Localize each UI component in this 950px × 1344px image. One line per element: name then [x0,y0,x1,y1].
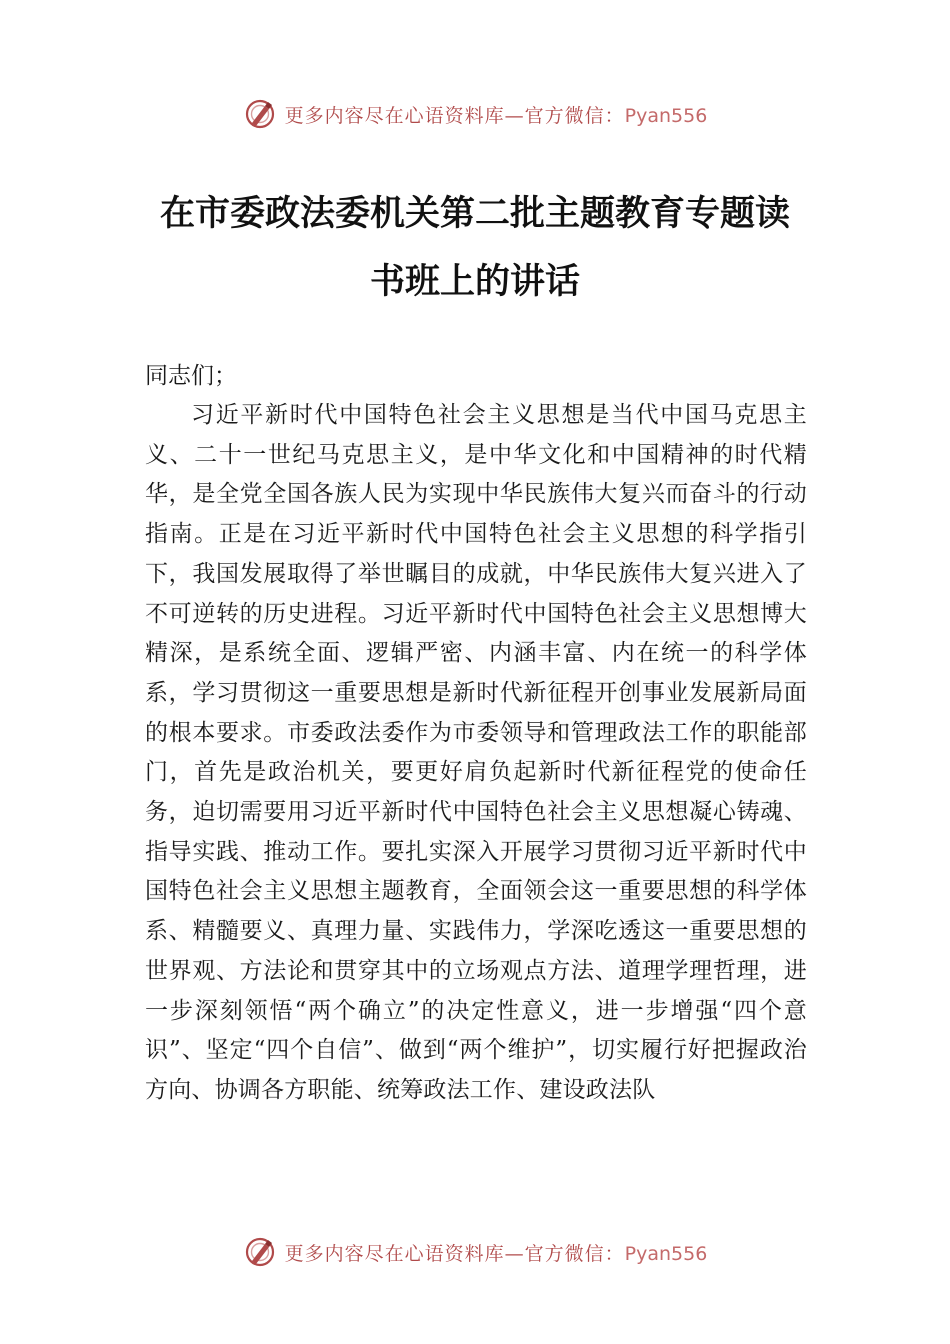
body-paragraph: 习近平新时代中国特色社会主义思想是当代中国马克思主义、二十一世纪马克思主义，是中华文化和中国精神的时代精华，是全党全国各族人民为实现中华民族伟大复兴而奋斗的行动指南。正是在习近平新时代中国特色社会主义思想的科学指引下，我国发展取得了举世瞩目的成就，中华民族伟大复兴进入了不可逆转的历史进程。习近平新时代中国特色社会主义思想博大精深，是系统全面、逻辑严密、内涵丰富、内在统一的科学体系，学习贯彻这一重要思想是新时代新征程开创事业发展新局面的根本要求。市委政法委作为市委领导和管理政法工作的职能部门，首先是政治机关，要更好肩负起新时代新征程党的使命任务，迫切需要用习近平新时代中国特色社会主义思想凝心铸魂、指导实践、推动工作。要扎实深入开展学习贯彻习近平新时代中国特色社会主义思想主题教育，全面领会这一重要思想的科学体系、精髓要义、真理力量、实践伟力，学深吃透这一重要思想的世界观、方法论和贯穿其中的立场观点方法、道理学理哲理，进一步深刻领悟“两个确立”的决定性意义，进一步增强“四个意识”、坚定“四个自信”、做到“两个维护”，切实履行好把握政治方向、协调各方职能、统筹政法工作、建设政法队 [145,402,807,1103]
watermark-text: 更多内容尽在心语资料库—官方微信：Pyan556 [284,1242,708,1265]
watermark-footer [0,1232,950,1272]
pen-nib-circle-icon [243,1235,277,1269]
watermark-header [0,94,950,134]
pen-nib-circle-icon [243,97,277,131]
document-title: 在市委政法委机关第二批主题教育专题读书班上的讲话 [159,193,790,302]
watermark-text: 更多内容尽在心语资料库—官方微信：Pyan556 [284,104,708,127]
salutation: 同志们； [145,363,237,389]
